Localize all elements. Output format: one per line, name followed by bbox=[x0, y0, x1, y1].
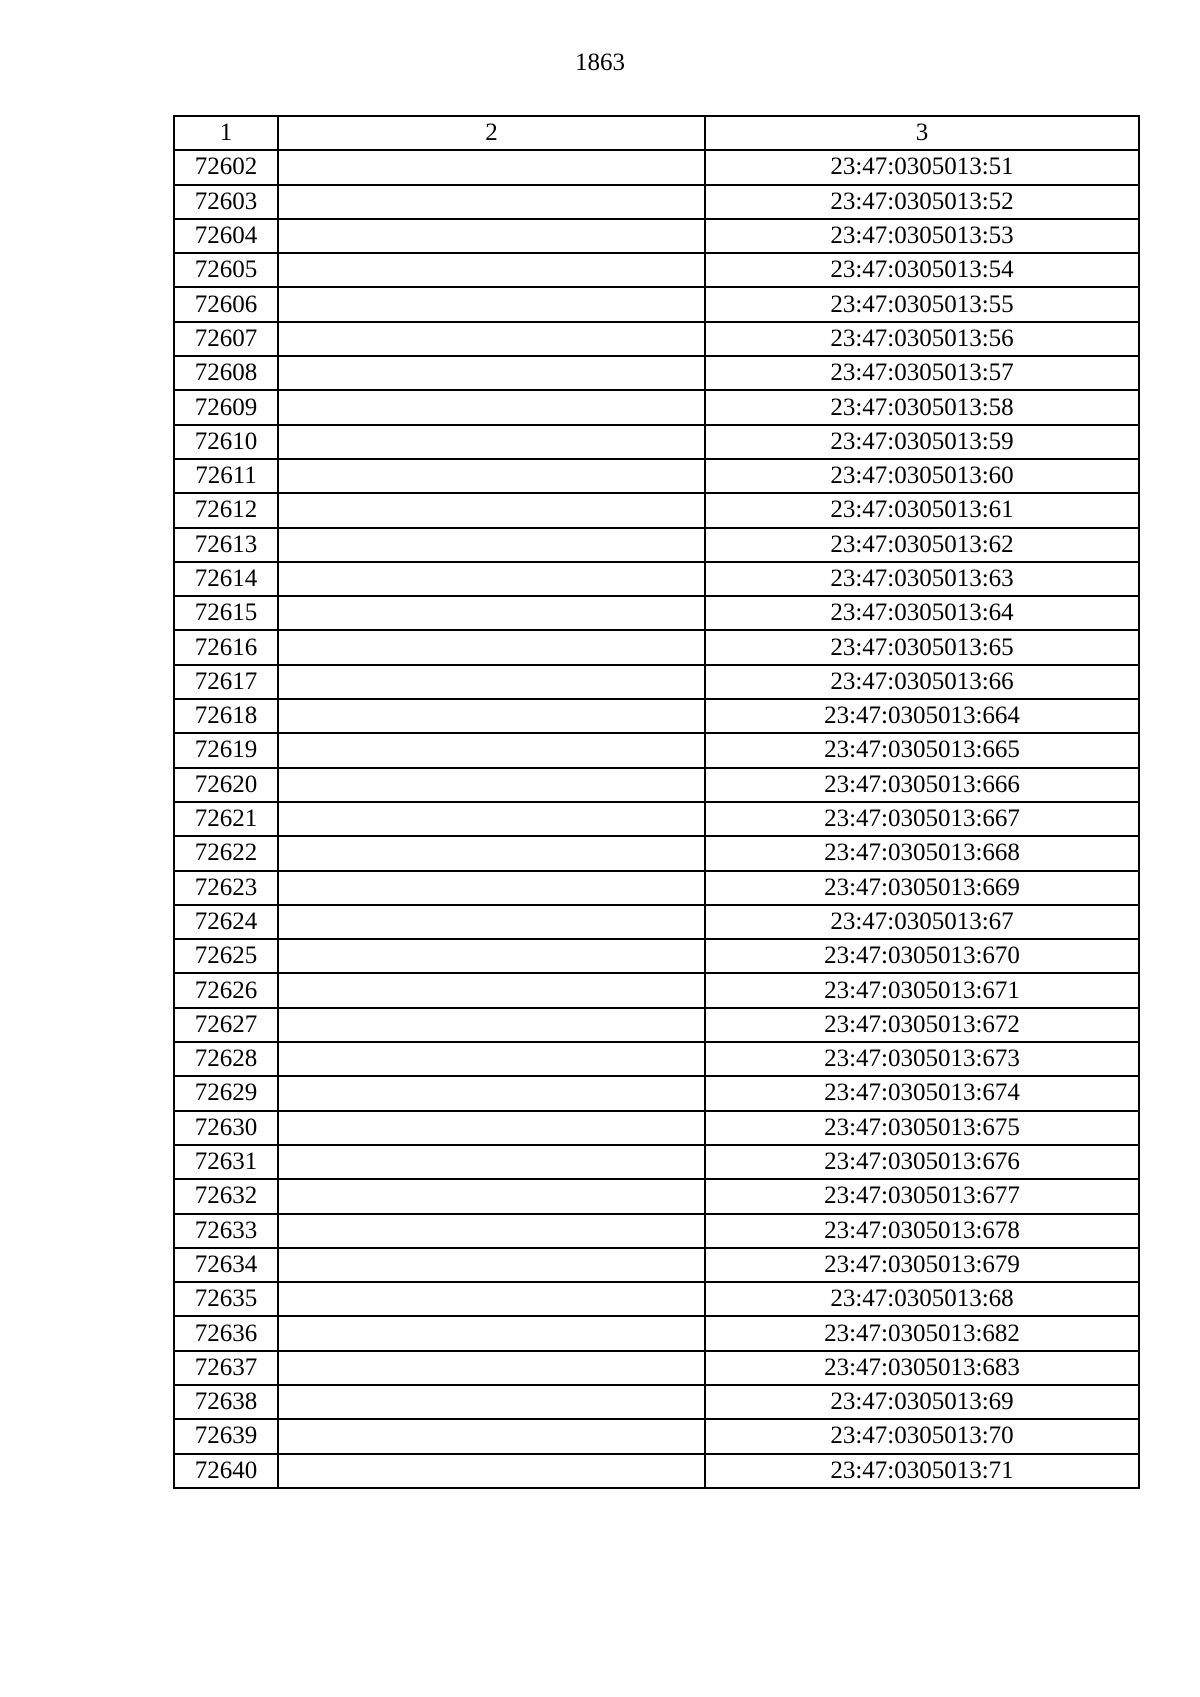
cadastral-number-cell: 23:47:0305013:677 bbox=[705, 1179, 1139, 1213]
description-cell bbox=[278, 1076, 705, 1110]
table-row bbox=[174, 1351, 1139, 1385]
cadastral-number-cell: 23:47:0305013:668 bbox=[705, 836, 1139, 870]
header-cell-col-2: 2 bbox=[278, 116, 705, 150]
cadastral-number-cell: 23:47:0305013:667 bbox=[705, 802, 1139, 836]
data-table bbox=[173, 115, 1140, 1489]
cadastral-number-cell: 23:47:0305013:664 bbox=[705, 699, 1139, 733]
table-row bbox=[174, 699, 1139, 733]
row-number-cell: 72640 bbox=[174, 1454, 278, 1488]
table-row bbox=[174, 1179, 1139, 1213]
row-number-cell: 72617 bbox=[174, 665, 278, 699]
description-cell bbox=[278, 562, 705, 596]
table-row bbox=[174, 1145, 1139, 1179]
description-cell bbox=[278, 905, 705, 939]
table-row bbox=[174, 596, 1139, 630]
cadastral-number-cell: 23:47:0305013:68 bbox=[705, 1282, 1139, 1316]
cadastral-number-cell: 23:47:0305013:669 bbox=[705, 871, 1139, 905]
row-number-cell: 72628 bbox=[174, 1042, 278, 1076]
cadastral-number-cell: 23:47:0305013:65 bbox=[705, 630, 1139, 664]
row-number-cell: 72610 bbox=[174, 425, 278, 459]
row-number-cell: 72630 bbox=[174, 1111, 278, 1145]
description-cell bbox=[278, 253, 705, 287]
row-number-cell: 72632 bbox=[174, 1179, 278, 1213]
description-cell bbox=[278, 528, 705, 562]
table-row bbox=[174, 493, 1139, 527]
row-number-cell: 72633 bbox=[174, 1214, 278, 1248]
cadastral-number-cell: 23:47:0305013:673 bbox=[705, 1042, 1139, 1076]
row-number-cell: 72608 bbox=[174, 356, 278, 390]
cadastral-number-cell: 23:47:0305013:55 bbox=[705, 287, 1139, 321]
row-number-cell: 72637 bbox=[174, 1351, 278, 1385]
table-row bbox=[174, 802, 1139, 836]
table-row bbox=[174, 630, 1139, 664]
description-cell bbox=[278, 1248, 705, 1282]
cadastral-number-cell: 23:47:0305013:670 bbox=[705, 939, 1139, 973]
table-row bbox=[174, 973, 1139, 1007]
table-row bbox=[174, 425, 1139, 459]
description-cell bbox=[278, 1282, 705, 1316]
table-row bbox=[174, 287, 1139, 321]
table-row bbox=[174, 1111, 1139, 1145]
description-cell bbox=[278, 665, 705, 699]
description-cell bbox=[278, 493, 705, 527]
description-cell bbox=[278, 1419, 705, 1453]
row-number-cell: 72639 bbox=[174, 1419, 278, 1453]
row-number-cell: 72603 bbox=[174, 185, 278, 219]
cadastral-number-cell: 23:47:0305013:679 bbox=[705, 1248, 1139, 1282]
row-number-cell: 72615 bbox=[174, 596, 278, 630]
description-cell bbox=[278, 802, 705, 836]
row-number-cell: 72638 bbox=[174, 1385, 278, 1419]
cadastral-number-cell: 23:47:0305013:675 bbox=[705, 1111, 1139, 1145]
cadastral-number-cell: 23:47:0305013:60 bbox=[705, 459, 1139, 493]
table-row bbox=[174, 1454, 1139, 1488]
description-cell bbox=[278, 287, 705, 321]
table-row bbox=[174, 665, 1139, 699]
description-cell bbox=[278, 871, 705, 905]
description-cell bbox=[278, 699, 705, 733]
table-row bbox=[174, 733, 1139, 767]
description-cell bbox=[278, 1008, 705, 1042]
row-number-cell: 72626 bbox=[174, 973, 278, 1007]
header-cell-col-3: 3 bbox=[705, 116, 1139, 150]
row-number-cell: 72636 bbox=[174, 1316, 278, 1350]
row-number-cell: 72612 bbox=[174, 493, 278, 527]
description-cell bbox=[278, 1316, 705, 1350]
cadastral-number-cell: 23:47:0305013:70 bbox=[705, 1419, 1139, 1453]
description-cell bbox=[278, 1042, 705, 1076]
row-number-cell: 72609 bbox=[174, 390, 278, 424]
cadastral-number-cell: 23:47:0305013:53 bbox=[705, 219, 1139, 253]
description-cell bbox=[278, 1111, 705, 1145]
table-row bbox=[174, 871, 1139, 905]
row-number-cell: 72618 bbox=[174, 699, 278, 733]
cadastral-number-cell: 23:47:0305013:71 bbox=[705, 1454, 1139, 1488]
table-row bbox=[174, 1316, 1139, 1350]
cadastral-number-cell: 23:47:0305013:674 bbox=[705, 1076, 1139, 1110]
table-row bbox=[174, 219, 1139, 253]
row-number-cell: 72635 bbox=[174, 1282, 278, 1316]
row-number-cell: 72604 bbox=[174, 219, 278, 253]
description-cell bbox=[278, 973, 705, 1007]
description-cell bbox=[278, 1454, 705, 1488]
description-cell bbox=[278, 1214, 705, 1248]
row-number-cell: 72605 bbox=[174, 253, 278, 287]
description-cell bbox=[278, 1385, 705, 1419]
description-cell bbox=[278, 185, 705, 219]
description-cell bbox=[278, 768, 705, 802]
row-number-cell: 72606 bbox=[174, 287, 278, 321]
table-body bbox=[174, 116, 1139, 1488]
table-row bbox=[174, 356, 1139, 390]
cadastral-number-cell: 23:47:0305013:666 bbox=[705, 768, 1139, 802]
table-row bbox=[174, 1282, 1139, 1316]
description-cell bbox=[278, 1351, 705, 1385]
row-number-cell: 72634 bbox=[174, 1248, 278, 1282]
header-cell-col-1: 1 bbox=[174, 116, 278, 150]
cadastral-number-cell: 23:47:0305013:54 bbox=[705, 253, 1139, 287]
description-cell bbox=[278, 150, 705, 184]
table-row bbox=[174, 768, 1139, 802]
cadastral-number-cell: 23:47:0305013:682 bbox=[705, 1316, 1139, 1350]
table-row bbox=[174, 185, 1139, 219]
table-row bbox=[174, 1076, 1139, 1110]
table-row bbox=[174, 150, 1139, 184]
cadastral-number-cell: 23:47:0305013:672 bbox=[705, 1008, 1139, 1042]
cadastral-number-cell: 23:47:0305013:62 bbox=[705, 528, 1139, 562]
table-row bbox=[174, 1214, 1139, 1248]
description-cell bbox=[278, 836, 705, 870]
description-cell bbox=[278, 630, 705, 664]
table-row bbox=[174, 1042, 1139, 1076]
cadastral-number-cell: 23:47:0305013:63 bbox=[705, 562, 1139, 596]
table-row bbox=[174, 939, 1139, 973]
table-row bbox=[174, 562, 1139, 596]
cadastral-number-cell: 23:47:0305013:67 bbox=[705, 905, 1139, 939]
description-cell bbox=[278, 425, 705, 459]
row-number-cell: 72611 bbox=[174, 459, 278, 493]
row-number-cell: 72629 bbox=[174, 1076, 278, 1110]
cadastral-number-cell: 23:47:0305013:64 bbox=[705, 596, 1139, 630]
row-number-cell: 72624 bbox=[174, 905, 278, 939]
table-row bbox=[174, 905, 1139, 939]
cadastral-number-cell: 23:47:0305013:683 bbox=[705, 1351, 1139, 1385]
cadastral-number-cell: 23:47:0305013:59 bbox=[705, 425, 1139, 459]
cadastral-number-cell: 23:47:0305013:56 bbox=[705, 322, 1139, 356]
cadastral-number-cell: 23:47:0305013:66 bbox=[705, 665, 1139, 699]
table-row bbox=[174, 1419, 1139, 1453]
description-cell bbox=[278, 1179, 705, 1213]
cadastral-number-cell: 23:47:0305013:57 bbox=[705, 356, 1139, 390]
cadastral-number-cell: 23:47:0305013:676 bbox=[705, 1145, 1139, 1179]
table-row bbox=[174, 1385, 1139, 1419]
description-cell bbox=[278, 219, 705, 253]
row-number-cell: 72631 bbox=[174, 1145, 278, 1179]
row-number-cell: 72613 bbox=[174, 528, 278, 562]
table-row bbox=[174, 1248, 1139, 1282]
description-cell bbox=[278, 459, 705, 493]
row-number-cell: 72607 bbox=[174, 322, 278, 356]
description-cell bbox=[278, 733, 705, 767]
cadastral-number-cell: 23:47:0305013:52 bbox=[705, 185, 1139, 219]
table-row bbox=[174, 528, 1139, 562]
row-number-cell: 72623 bbox=[174, 871, 278, 905]
cadastral-number-cell: 23:47:0305013:678 bbox=[705, 1214, 1139, 1248]
page-number: 1863 bbox=[575, 49, 625, 76]
row-number-cell: 72619 bbox=[174, 733, 278, 767]
cadastral-number-cell: 23:47:0305013:61 bbox=[705, 493, 1139, 527]
row-number-cell: 72602 bbox=[174, 150, 278, 184]
description-cell bbox=[278, 596, 705, 630]
description-cell bbox=[278, 390, 705, 424]
row-number-cell: 72620 bbox=[174, 768, 278, 802]
table-row bbox=[174, 836, 1139, 870]
cadastral-number-cell: 23:47:0305013:671 bbox=[705, 973, 1139, 1007]
cadastral-number-cell: 23:47:0305013:51 bbox=[705, 150, 1139, 184]
row-number-cell: 72625 bbox=[174, 939, 278, 973]
row-number-cell: 72621 bbox=[174, 802, 278, 836]
table-row bbox=[174, 459, 1139, 493]
table-row bbox=[174, 253, 1139, 287]
cadastral-number-cell: 23:47:0305013:58 bbox=[705, 390, 1139, 424]
description-cell bbox=[278, 356, 705, 390]
description-cell bbox=[278, 939, 705, 973]
cadastral-number-cell: 23:47:0305013:665 bbox=[705, 733, 1139, 767]
row-number-cell: 72614 bbox=[174, 562, 278, 596]
row-number-cell: 72627 bbox=[174, 1008, 278, 1042]
table-row bbox=[174, 1008, 1139, 1042]
cadastral-number-cell: 23:47:0305013:69 bbox=[705, 1385, 1139, 1419]
description-cell bbox=[278, 1145, 705, 1179]
description-cell bbox=[278, 322, 705, 356]
table-header-row bbox=[174, 116, 1139, 150]
row-number-cell: 72616 bbox=[174, 630, 278, 664]
table-row bbox=[174, 390, 1139, 424]
table-row bbox=[174, 322, 1139, 356]
row-number-cell: 72622 bbox=[174, 836, 278, 870]
